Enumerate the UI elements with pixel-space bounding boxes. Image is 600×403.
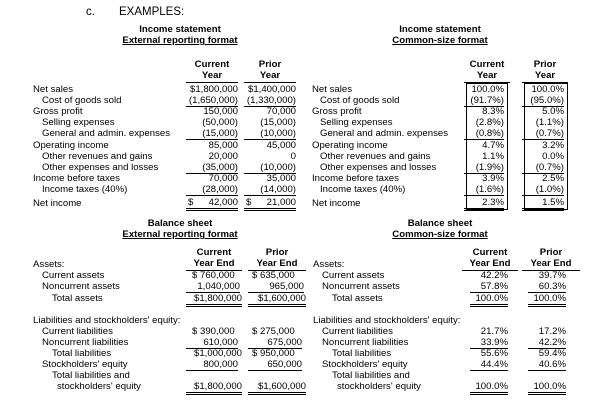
value-cell: $ 390,000 — [192, 326, 235, 337]
value-cell: 100.0% — [528, 293, 566, 307]
value-cell: (15,000) — [186, 128, 238, 140]
total-label-line-2: stockholders' equity — [337, 381, 421, 392]
row-label: Operating income — [33, 140, 109, 151]
current-column-box — [466, 83, 508, 210]
value-cell: (91.7%) — [464, 95, 504, 107]
value-cell: 21.7% — [480, 326, 508, 337]
balance-external-col-prior-2: Year End — [256, 258, 298, 269]
row-label: Noncurrent assets — [322, 281, 400, 292]
dollar-sign: $ — [188, 197, 194, 208]
net-income-current-cell — [186, 197, 238, 211]
value-cell: 44.4% — [470, 359, 508, 371]
value-cell: (14,000) — [244, 184, 296, 196]
value-cell: (35,000) — [186, 162, 238, 174]
row-label: Noncurrent liabilities — [42, 337, 129, 348]
row-label: Cost of goods sold — [42, 95, 122, 106]
value-cell: 45,000 — [266, 140, 296, 151]
row-label: Net sales — [312, 84, 352, 95]
value-cell: (1.1%) — [535, 117, 564, 128]
value-cell: $ 635,000 — [252, 270, 295, 281]
value-cell: 8.3% — [482, 106, 504, 117]
value-cell: 650,000 — [248, 359, 302, 371]
value-cell: 55.6% — [480, 348, 508, 359]
balance-external-title: Balance sheet — [147, 218, 213, 229]
value-cell: 1.1% — [482, 151, 504, 162]
row-label: General and admin. expenses — [320, 128, 448, 139]
value-cell: (1,650,000) — [186, 95, 238, 107]
value-cell: 35,000 — [266, 173, 296, 184]
row-label: Total assets — [52, 293, 103, 304]
value-cell: 0 — [290, 151, 296, 162]
row-label: Current liabilities — [322, 326, 393, 337]
liabilities-label: Liabilities and stockholders' equity: — [313, 315, 461, 326]
balance-common-col-current-2: Year End — [469, 258, 511, 269]
value-cell: (15,000) — [260, 117, 296, 128]
value-cell: (95.0%) — [522, 95, 564, 107]
balance-external-subtitle: External reporting format — [122, 229, 238, 240]
income-external-col-current-1: Current — [194, 59, 230, 70]
total-label-line-1: Total liabilities and — [332, 370, 410, 381]
assets-label: Assets: — [33, 259, 65, 270]
value-cell: (10,000) — [244, 162, 296, 174]
value-cell: (0.7%) — [522, 162, 564, 174]
balance-common-col-current-1: Current — [472, 247, 508, 258]
total-label-line-1: Total liabilities and — [52, 370, 130, 381]
row-label: Other expenses and losses — [42, 162, 159, 173]
value-cell: (0.8%) — [464, 128, 504, 140]
value-cell: $1,800,000 — [186, 381, 242, 395]
value-cell: 57.8% — [470, 281, 508, 293]
value-cell: 0.0% — [542, 151, 564, 162]
income-common-col-prior-1: Prior — [533, 59, 557, 70]
row-label: Net sales — [33, 84, 73, 95]
value-cell: (2.8%) — [475, 117, 504, 128]
income-common-col-current-2: Year — [476, 70, 498, 81]
balance-external-col-current-1: Current — [196, 247, 232, 258]
row-label: Selling expenses — [42, 117, 115, 128]
value-cell: 675,000 — [248, 337, 302, 349]
value-cell: 4.7% — [482, 140, 504, 151]
value-cell: $ 950,000 — [252, 348, 295, 359]
row-label: Other expenses and losses — [320, 162, 437, 173]
liabilities-label: Liabilities and stockholders' equity: — [33, 315, 181, 326]
value-cell: 1,040,000 — [186, 281, 240, 293]
value-cell: 42.2% — [528, 337, 566, 349]
row-label: Income taxes (40%) — [42, 184, 128, 195]
value-cell: $1,600,000 — [248, 381, 306, 395]
value-cell: (1.6%) — [464, 184, 504, 196]
value-cell: 3.2% — [542, 140, 564, 151]
value-cell: $1,800,000 — [186, 293, 242, 307]
prior-column-box — [524, 83, 568, 210]
row-label: Income before taxes — [33, 173, 120, 184]
section-heading: EXAMPLES: — [119, 6, 185, 18]
value-cell: $1,600,000 — [248, 293, 306, 307]
row-label: General and admin. expenses — [42, 128, 170, 139]
row-label: Current assets — [322, 270, 385, 281]
value-cell: 965,000 — [248, 281, 304, 293]
income-common-subtitle: Common-size format — [392, 35, 488, 46]
value-cell: (28,000) — [186, 184, 238, 196]
row-label: Other revenues and gains — [320, 151, 431, 162]
value-cell: 85,000 — [208, 140, 238, 151]
row-label: Gross profit — [312, 106, 362, 117]
value-cell: $1,400,000 — [247, 84, 296, 95]
income-common-col-current-1: Current — [469, 59, 505, 70]
total-label-line-2: stockholders' equity — [57, 381, 141, 392]
value-cell: 800,000 — [186, 359, 238, 371]
value-cell: $ 275,000 — [252, 326, 295, 337]
row-label: Total liabilities — [52, 348, 112, 359]
value-cell: 70,000 — [266, 106, 296, 117]
value-cell: (1.0%) — [522, 184, 564, 196]
value-cell: 20,000 — [208, 151, 238, 162]
balance-common-subtitle: Common-size format — [392, 229, 488, 240]
row-label: Current liabilities — [42, 326, 113, 337]
row-label: Other revenues and gains — [42, 151, 153, 162]
value-cell: (1,330,000) — [244, 95, 296, 107]
value-cell: 150,000 — [203, 106, 238, 117]
value-cell: 33.9% — [470, 337, 508, 349]
value-cell: 42.2% — [480, 270, 508, 281]
value-cell: 100.0% — [470, 293, 508, 307]
value-cell: 100.0% — [528, 381, 566, 395]
balance-external-col-current-2: Year End — [193, 258, 235, 269]
row-label: Stockholders' equity — [322, 359, 408, 370]
value-cell: 100.0% — [470, 381, 508, 395]
value-cell: 5.0% — [542, 106, 564, 117]
value-cell: 3.9% — [482, 173, 504, 184]
value-cell: (50,000) — [202, 117, 238, 128]
income-external-subtitle: External reporting format — [122, 35, 238, 46]
income-external-title: Income statement — [139, 24, 221, 35]
dollar-sign: $ — [246, 197, 252, 208]
value-cell: 60.3% — [528, 281, 566, 293]
row-label: Selling expenses — [320, 117, 393, 128]
row-label: Operating income — [312, 140, 388, 151]
income-common-col-prior-2: Year — [534, 70, 556, 81]
value-cell: 59.4% — [538, 348, 566, 359]
row-label: Income taxes (40%) — [320, 184, 406, 195]
income-external-col-prior-1: Prior — [258, 59, 282, 70]
row-label: Net income — [33, 198, 82, 209]
value-cell: 610,000 — [186, 337, 238, 349]
value-cell: 100.0% — [531, 84, 564, 95]
net-income-prior-cell — [244, 197, 296, 211]
row-label: Current assets — [42, 270, 105, 281]
assets-label: Assets: — [313, 259, 345, 270]
value-cell: (0.7%) — [522, 128, 564, 140]
value-cell: $1,800,000 — [189, 84, 238, 95]
row-label: Total assets — [332, 293, 383, 304]
value-cell: 100.0% — [471, 84, 504, 95]
value-cell: 2.5% — [542, 173, 564, 184]
balance-common-title: Balance sheet — [407, 218, 473, 229]
balance-common-col-prior-1: Prior — [539, 247, 563, 258]
value-cell: $1,000,000 — [193, 348, 242, 359]
income-external-col-prior-2: Year — [259, 70, 281, 81]
row-label: Noncurrent assets — [42, 281, 120, 292]
value-cell: (10,000) — [244, 128, 296, 140]
value-cell: 40.6% — [528, 359, 566, 371]
balance-external-col-prior-1: Prior — [265, 247, 289, 258]
value-cell: $ 760,000 — [192, 270, 235, 281]
value-cell: 2.3% — [464, 197, 504, 211]
row-label: Cost of goods sold — [320, 95, 400, 106]
row-label: Net income — [312, 198, 361, 209]
value-cell: 70,000 — [208, 173, 238, 184]
row-label: Income before taxes — [312, 173, 399, 184]
value-cell: 17.2% — [538, 326, 566, 337]
balance-common-col-prior-2: Year End — [530, 258, 572, 269]
value-cell: 21,000 — [266, 197, 296, 208]
value-cell: 1.5% — [522, 197, 564, 211]
row-label: Stockholders' equity — [42, 359, 128, 370]
row-label: Gross profit — [33, 106, 83, 117]
row-label: Total liabilities — [332, 348, 392, 359]
value-cell: (1.9%) — [464, 162, 504, 174]
row-label: Noncurrent liabilities — [322, 337, 409, 348]
income-common-title: Income statement — [399, 24, 481, 35]
income-external-col-current-2: Year — [201, 70, 223, 81]
section-letter: c. — [86, 6, 95, 18]
value-cell: 42,000 — [208, 197, 238, 208]
value-cell: 39.7% — [538, 270, 566, 281]
